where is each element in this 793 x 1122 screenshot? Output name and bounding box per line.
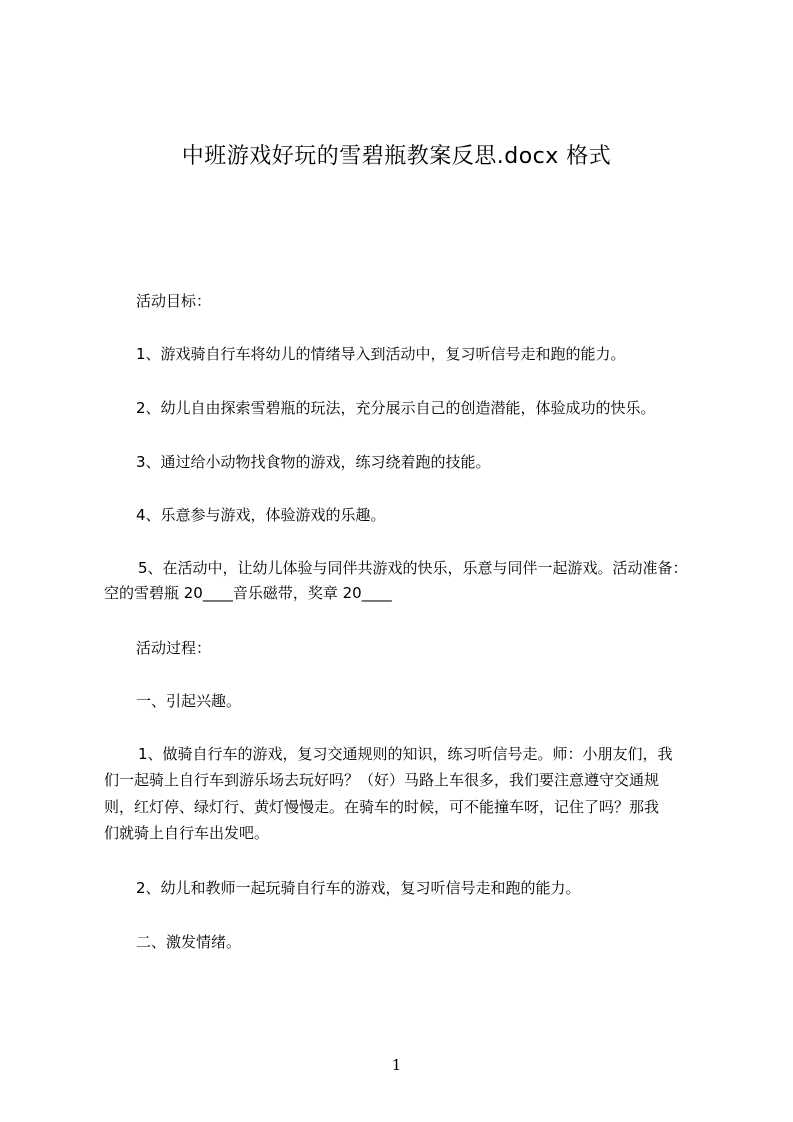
- paragraph-goal-3: 3、通过给小动物找食物的游戏，练习绕着跑的技能。: [136, 453, 491, 471]
- document-title: 中班游戏好玩的雪碧瓶教案反思.docx 格式: [181, 144, 612, 169]
- paragraph-step-2: 2、幼儿和教师一起玩骑自行车的游戏，复习听信号走和跑的能力。: [136, 879, 581, 897]
- paragraph-step-1-line-1: 1、做骑自行车的游戏，复习交通规则的知识，练习听信号走。师：小朋友们，我: [138, 745, 673, 763]
- paragraph-step-1-line-3: 则，红灯停、绿灯行、黄灯慢慢走。在骑车的时候，可不能撞车呀，记住了吗？那我: [104, 798, 660, 816]
- paragraph-goal-2: 2、幼儿自由探索雪碧瓶的玩法，充分展示自己的创造潜能，体验成功的快乐。: [136, 399, 656, 417]
- paragraph-materials: 空的雪碧瓶 20____音乐磁带，奖章 20____: [104, 584, 392, 602]
- paragraph-process-heading: 活动过程：: [136, 639, 212, 657]
- paragraph-goal-5: 5、在活动中，让幼儿体验与同伴共游戏的快乐，乐意与同伴一起游戏。活动准备：: [138, 559, 688, 577]
- paragraph-step-1-line-4: 们就骑上自行车出发吧。: [104, 824, 270, 842]
- paragraph-goal-4: 4、乐意参与游戏，体验游戏的乐趣。: [136, 506, 386, 524]
- page-number: 1: [391, 1056, 402, 1074]
- paragraph-section-2-heading: 二、激发情绪。: [136, 933, 242, 951]
- paragraph-goal-1: 1、游戏骑自行车将幼儿的情绪导入到活动中，复习听信号走和跑的能力。: [136, 345, 626, 363]
- paragraph-section-1-heading: 一、引起兴趣。: [136, 692, 242, 710]
- paragraph-activity-goals-heading: 活动目标：: [136, 292, 212, 310]
- paragraph-step-1-line-2: 们一起骑上自行车到游乐场去玩好吗？（好）马路上车很多，我们要注意遵守交通规: [104, 771, 660, 789]
